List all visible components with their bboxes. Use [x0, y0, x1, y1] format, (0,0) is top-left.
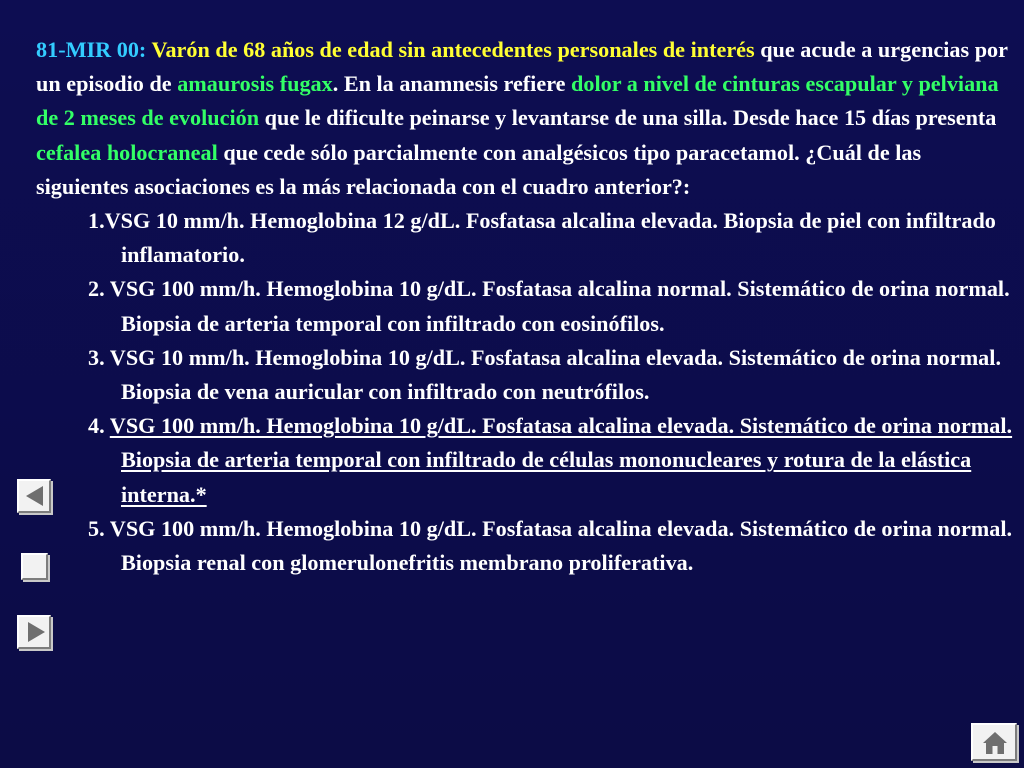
option-number: 1.: [88, 208, 105, 234]
finding-amaurosis: amaurosis fugax: [177, 71, 333, 97]
option-number: 2.: [88, 276, 110, 302]
option-number: 4.: [88, 413, 110, 439]
triangle-right-icon: [28, 622, 45, 642]
slide-content: [36, 33, 1014, 580]
option-text-correct: VSG 100 mm/h. Hemoglobina 10 g/dL. Fosfatasa alcalina elevada. Sistemático de orina normal. Biopsia de arteria temporal con infiltrado de células mononucleares y rotura de la elástica interna.*: [109, 413, 1013, 507]
option-number: 5.: [88, 515, 110, 541]
option-text: VSG 10 mm/h. Hemoglobina 12 g/dL. Fosfatasa alcalina elevada. Biopsia de piel con infiltrado inflamatorio.: [104, 208, 996, 268]
answer-option-4-correct[interactable]: [88, 409, 1014, 512]
home-button[interactable]: [971, 723, 1017, 761]
answer-option-3[interactable]: [88, 341, 1014, 409]
question-number: 81-MIR 00:: [36, 37, 147, 62]
next-slide-button[interactable]: [17, 615, 51, 649]
answer-option-5[interactable]: [88, 512, 1014, 580]
option-number: 3.: [88, 344, 110, 370]
question-text-4: que cede sólo parcialmente con analgésicos tipo paracetamol. ¿Cuál de las siguientes asociaciones es la más relacionada con el cuadro anterior?:: [36, 139, 922, 199]
option-text: VSG 10 mm/h. Hemoglobina 10 g/dL. Fosfatasa alcalina elevada. Sistemático de orina normal. Biopsia de vena auricular con infiltrado con neutrófilos.: [109, 344, 1001, 405]
triangle-left-icon: [26, 486, 43, 506]
answer-options: [36, 204, 1014, 580]
question-text-1: que acude a urgencias por un episodio de: [36, 37, 1008, 97]
previous-slide-button[interactable]: [17, 479, 51, 513]
question-stem: [36, 33, 1014, 204]
question-paragraph: [36, 33, 1014, 204]
answer-option-1[interactable]: [88, 204, 1014, 272]
option-text: VSG 100 mm/h. Hemoglobina 10 g/dL. Fosfatasa alcalina normal. Sistemático de orina normal. Biopsia de arteria temporal con infiltrado con eosinófilos.: [109, 276, 1010, 336]
finding-headache: cefalea holocraneal: [36, 139, 218, 165]
finding-girdle-pain: dolor a nivel de cinturas escapular y pelviana de 2 meses de evolución: [36, 71, 999, 131]
question-text-2: . En la anamnesis refiere: [332, 71, 572, 97]
patient-description: Varón de 68 años de edad sin antecedentes personales de interés: [151, 37, 755, 62]
question-text-3: que le dificulte peinarse y levantarse de una silla. Desde hace 15 días presenta: [259, 105, 997, 131]
option-text: VSG 100 mm/h. Hemoglobina 10 g/dL. Fosfatasa alcalina elevada. Sistemático de orina normal. Biopsia renal con glomerulonefritis membrano proliferativa.: [109, 515, 1013, 576]
home-icon: [982, 730, 1008, 756]
stop-button[interactable]: [21, 553, 48, 580]
answer-option-2[interactable]: [88, 272, 1014, 340]
